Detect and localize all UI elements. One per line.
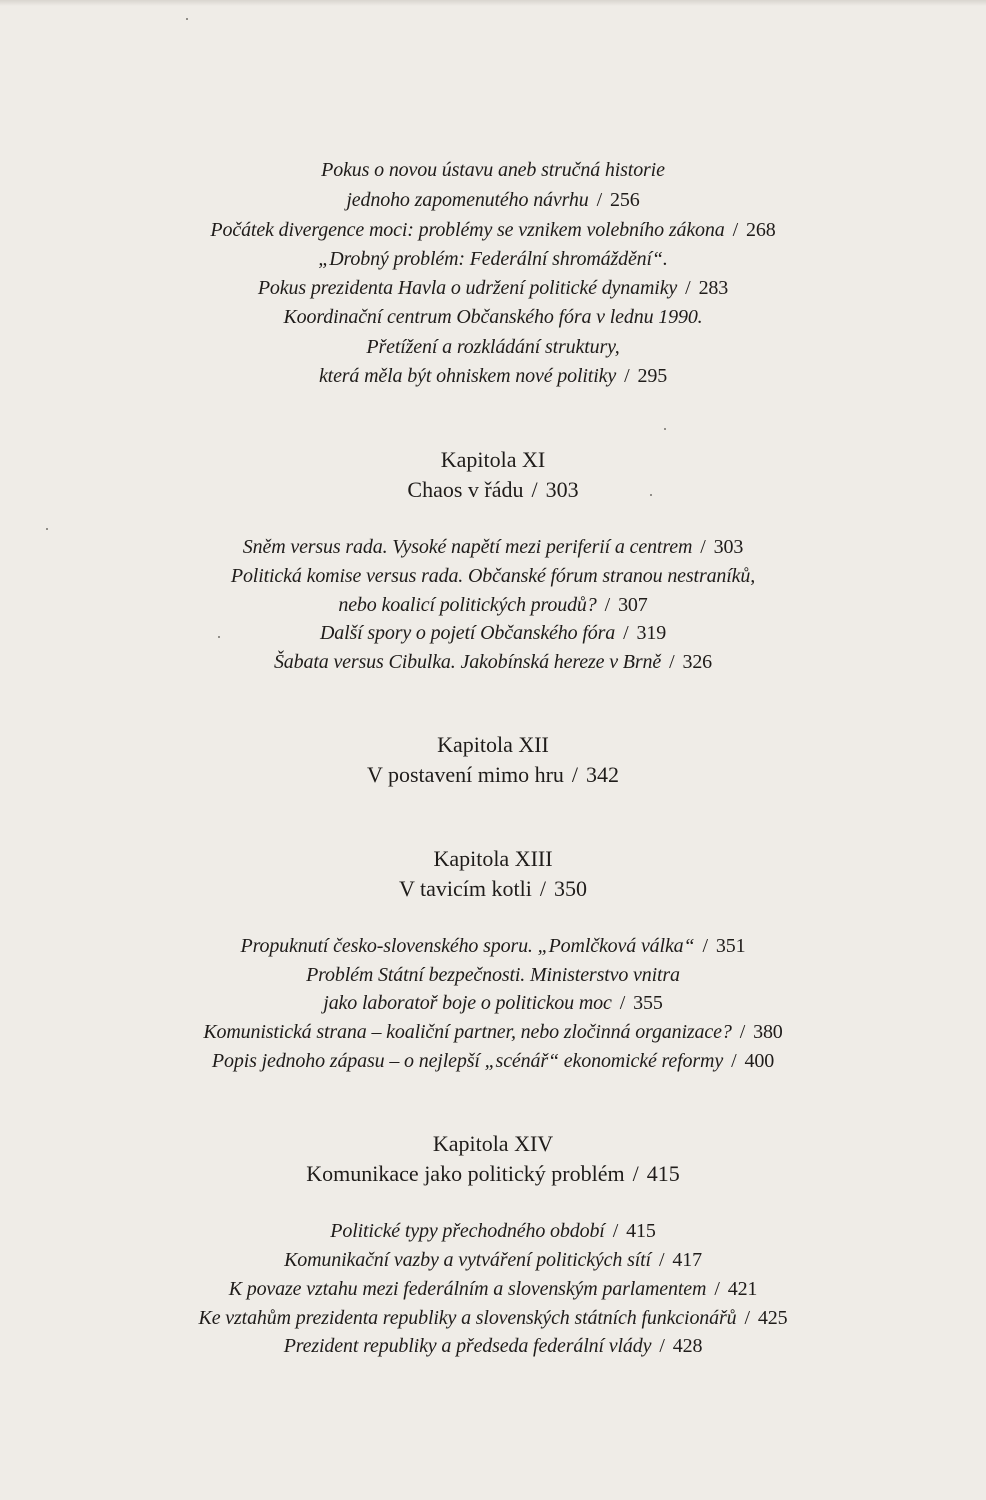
toc-separator: / [700,536,706,558]
toc-entry-title: Prezident republiky a předseda federální vlády [283,1335,652,1357]
chapter-title [0,479,986,501]
toc-entry-title: Propuknutí česko-slovenského sporu. „Pomlčková válka“ [240,935,695,957]
toc-entry [0,220,986,240]
toc-page-number: 295 [637,365,668,387]
toc-entry [0,537,986,557]
toc-page-number: 400 [744,1050,775,1072]
toc-entry-title: „Drobný problém: Federální shromáždění“. [318,248,668,270]
toc-entry-title: Politická komise versus rada. Občanské fórum stranou nestraníků, [230,565,756,587]
paper-speck [650,494,652,496]
toc-entry-title: která měla být ohniskem nové politiky [318,365,617,387]
paper-speck [46,528,48,530]
toc-entry-title: Koordinační centrum Občanského fóra v lednu 1990. [283,306,703,328]
chapter-title [0,1163,986,1185]
toc-entry [0,1051,986,1071]
toc-entry-title: Pokus prezidenta Havla o udržení politické dynamiky [257,277,678,299]
paper-speck [218,636,220,638]
chapter-title [0,878,986,900]
toc-separator: / [744,1307,750,1329]
toc-entry-title: Ke vztahům prezidenta republiky a slovenských státních funkcionářů [198,1307,737,1329]
toc-entry [0,1308,986,1328]
toc-entry-title: Pokus o novou ústavu aneb stručná historie [321,159,665,181]
toc-separator: / [739,1021,746,1043]
toc-entry [0,595,986,615]
toc-entry-title: Počátek divergence moci: problémy se vznikem volebního zákona [210,219,725,241]
toc-entry [0,190,986,210]
toc-page-number: 415 [626,1220,656,1242]
toc-entry-title: K povaze vztahu mezi federálním a slovenským parlamentem [228,1278,707,1300]
chapter-title [0,764,986,786]
chapter-page-number: 342 [586,762,620,787]
toc-page-number: 380 [753,1021,783,1043]
toc-entry [0,623,986,643]
toc-separator: / [612,1220,619,1242]
toc-separator: / [658,1249,665,1271]
toc-entry [0,1022,986,1042]
toc-page-number: 351 [715,935,746,957]
chapter-label-text: Kapitola XIII [433,846,553,871]
toc-entry-title: Problém Státní bezpečnosti. Ministerstvo vnitra [306,964,680,986]
chapter-label-text: Kapitola XI [440,447,546,472]
toc-entry [0,1221,986,1241]
chapter-label [0,449,986,471]
toc-entry [0,249,986,269]
toc-entry [0,936,986,956]
toc-separator: / [632,1161,639,1186]
toc-entry [0,337,986,357]
chapter-page-number: 303 [545,477,579,502]
toc-entry-title: Další spory o pojetí Občanského fóra [319,622,616,644]
paper-speck [664,428,666,430]
toc-entry [0,366,986,386]
chapter-title-text: V postavení mimo hru [366,762,564,787]
toc-separator: / [731,1050,737,1072]
toc-separator: / [702,935,708,957]
toc-page-number: 256 [610,189,640,211]
toc-entry [0,993,986,1013]
toc-separator: / [531,477,538,502]
toc-separator: / [623,622,629,644]
toc-entry [0,160,986,180]
chapter-label [0,1133,986,1155]
toc-entry-title: Politické typy přechodného období [330,1220,605,1242]
toc-page-number: 268 [746,219,776,241]
toc-separator: / [571,762,579,787]
chapter-label-text: Kapitola XIV [432,1131,554,1156]
toc-entry-title: Přetížení a rozkládání struktury, [366,336,620,358]
toc-entry [0,278,986,298]
toc-page-number: 425 [757,1307,788,1329]
toc-entry-title: jednoho zapomenutého návrhu [346,189,589,211]
chapter-label [0,734,986,756]
toc-page-number: 421 [727,1278,758,1300]
toc-entry [0,1279,986,1299]
toc-page-number: 283 [698,277,729,299]
chapter-page-number: 350 [553,876,587,901]
paper-speck [186,18,188,20]
toc-entry [0,307,986,327]
chapter-title-text: V tavicím kotli [399,876,532,901]
toc-entry [0,965,986,985]
toc-entry-title: Komunistická strana – koaliční partner, nebo zločinná organizace? [203,1021,732,1043]
toc-entry-title: nebo koalicí politických proudů? [338,594,597,616]
toc-entry [0,1336,986,1356]
chapter-title-text: Komunikace jako politický problém [306,1161,625,1186]
toc-entry-title: Šabata versus Cibulka. Jakobínská hereze v Brně [273,651,662,673]
toc-entry-title: Sněm versus rada. Vysoké napětí mezi periferií a centrem [242,536,693,558]
toc-separator: / [685,277,691,299]
toc-separator: / [539,876,546,901]
toc-page-number: 319 [636,622,667,644]
toc-entry [0,566,986,586]
chapter-label [0,848,986,870]
chapter-page-number: 415 [646,1161,680,1186]
toc-page-number: 303 [713,536,744,558]
toc-entry-title: Komunikační vazby a vytváření politických sítí [284,1249,651,1271]
toc-separator: / [659,1335,665,1357]
toc-page-number: 355 [633,992,663,1014]
toc-entry [0,1250,986,1270]
toc-page-number: 307 [618,594,648,616]
toc-page-number: 417 [672,1249,702,1271]
toc-entry-title: Popis jednoho zápasu – o nejlepší „scénář“ ekonomické reformy [211,1050,724,1072]
toc-separator: / [714,1278,720,1300]
chapter-label-text: Kapitola XII [437,732,549,757]
toc-separator: / [732,219,739,241]
toc-separator: / [596,189,603,211]
toc-entry-title: jako laboratoř boje o politickou moc [323,992,612,1014]
toc-separator: / [669,651,675,673]
toc-separator: / [619,992,626,1014]
toc-separator: / [624,365,630,387]
toc-entry [0,652,986,672]
chapter-title-text: Chaos v řádu [407,477,524,502]
toc-page-number: 326 [682,651,713,673]
toc-separator: / [604,594,611,616]
toc-page-number: 428 [672,1335,703,1357]
